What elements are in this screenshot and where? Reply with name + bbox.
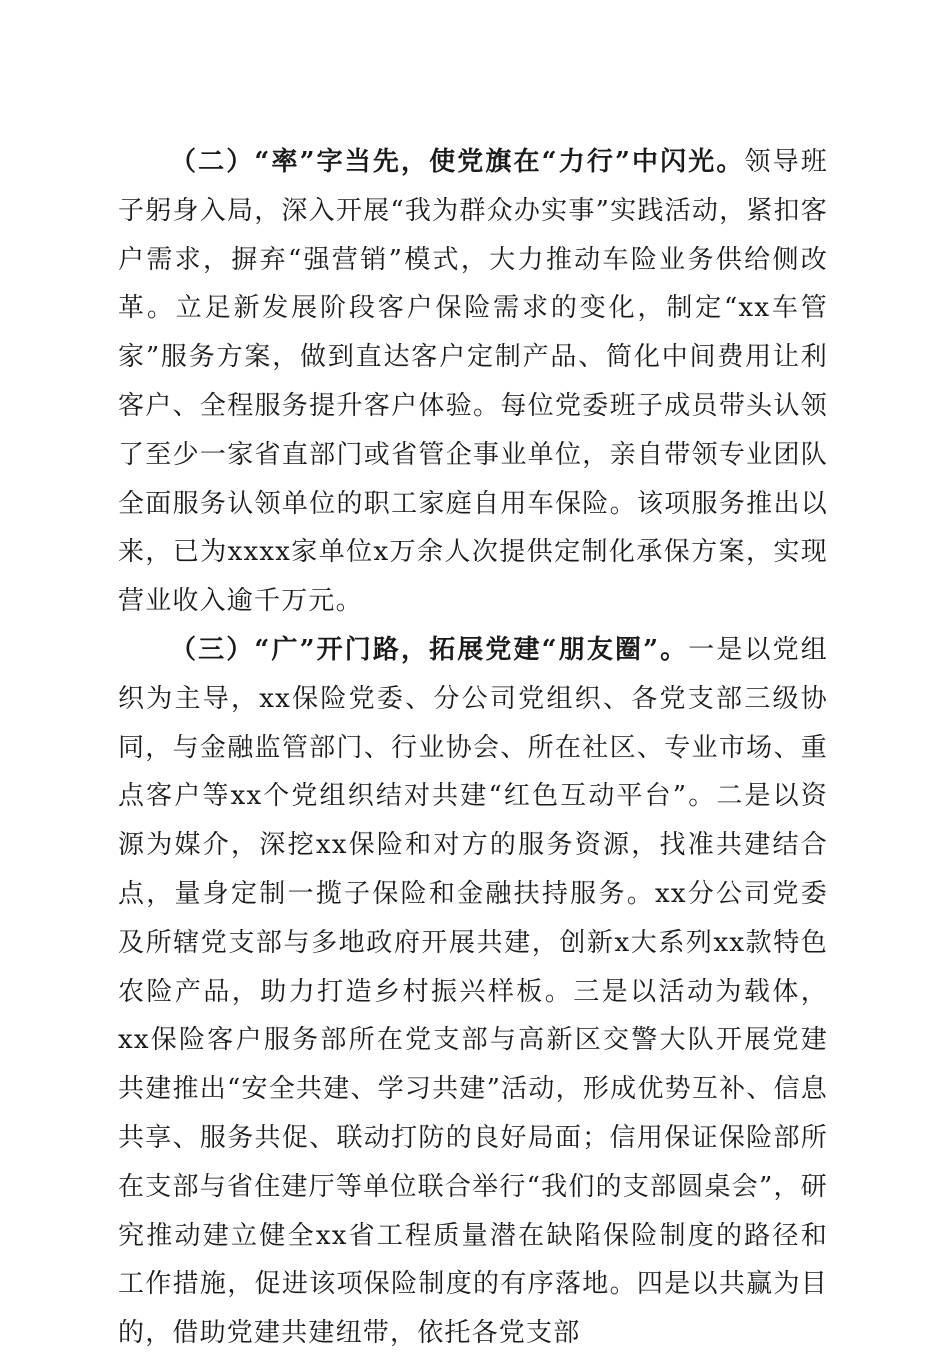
- paragraph-3: [118, 626, 828, 1358]
- paragraph-body: 领导班子躬身入局，深入开展“我为群众办实事”实践活动，紧扣客户需求，摒弃“强营销”模式，大力推动车险业务供给侧改革。立足新发展阶段客户保险需求的变化，制定“xx车管家”服务方案，做到直达客户定制产品、简化中间费用让利客户、全程服务提升客户体验。每位党委班子成员带头认领了至少一家省直部门或省管企事业单位，亲自带领专业团队全面服务认领单位的职工家庭自用车保险。该项服务推出以来，已为xxxx家单位x万余人次提供定制化承保方案，实现营业收入逾千万元。: [118, 147, 828, 617]
- paragraph-body: 一是以党组织为主导，xx保险党委、分公司党组织、各党支部三级协同，与金融监管部门、行业协会、所在社区、专业市场、重点客户等xx个党组织结对共建“红色互动平台”。二是以资源为媒介，深挖xx保险和对方的服务资源，找准共建结合点，量身定制一揽子保险和金融扶持服务。xx分公司党委及所辖党支部与多地政府开展共建，创新x大系列xx款特色农险产品，助力打造乡村振兴样板。三是以活动为载体，xx保险客户服务部所在党支部与高新区交警大队开展党建共建推出“安全共建、学习共建”活动，形成优势互补、信息共享、服务共促、联动打防的良好局面；信用保证保险部所在支部与省住建厅等单位联合举行“我们的支部圆桌会”，研究推动建立健全xx省工程质量潜在缺陷保险制度的路径和工作措施，促进该项保险制度的有序落地。四是以共赢为目的，借助党建共建纽带，依托各党支部: [118, 634, 828, 1349]
- paragraph-heading: （二）“率”字当先，使党旗在“力行”中闪光。: [170, 147, 745, 177]
- paragraph-heading: （三）“广”开门路，拓展党建“朋友圈”。: [170, 634, 689, 665]
- document-body: [118, 138, 828, 1358]
- paragraph-2: [118, 138, 828, 626]
